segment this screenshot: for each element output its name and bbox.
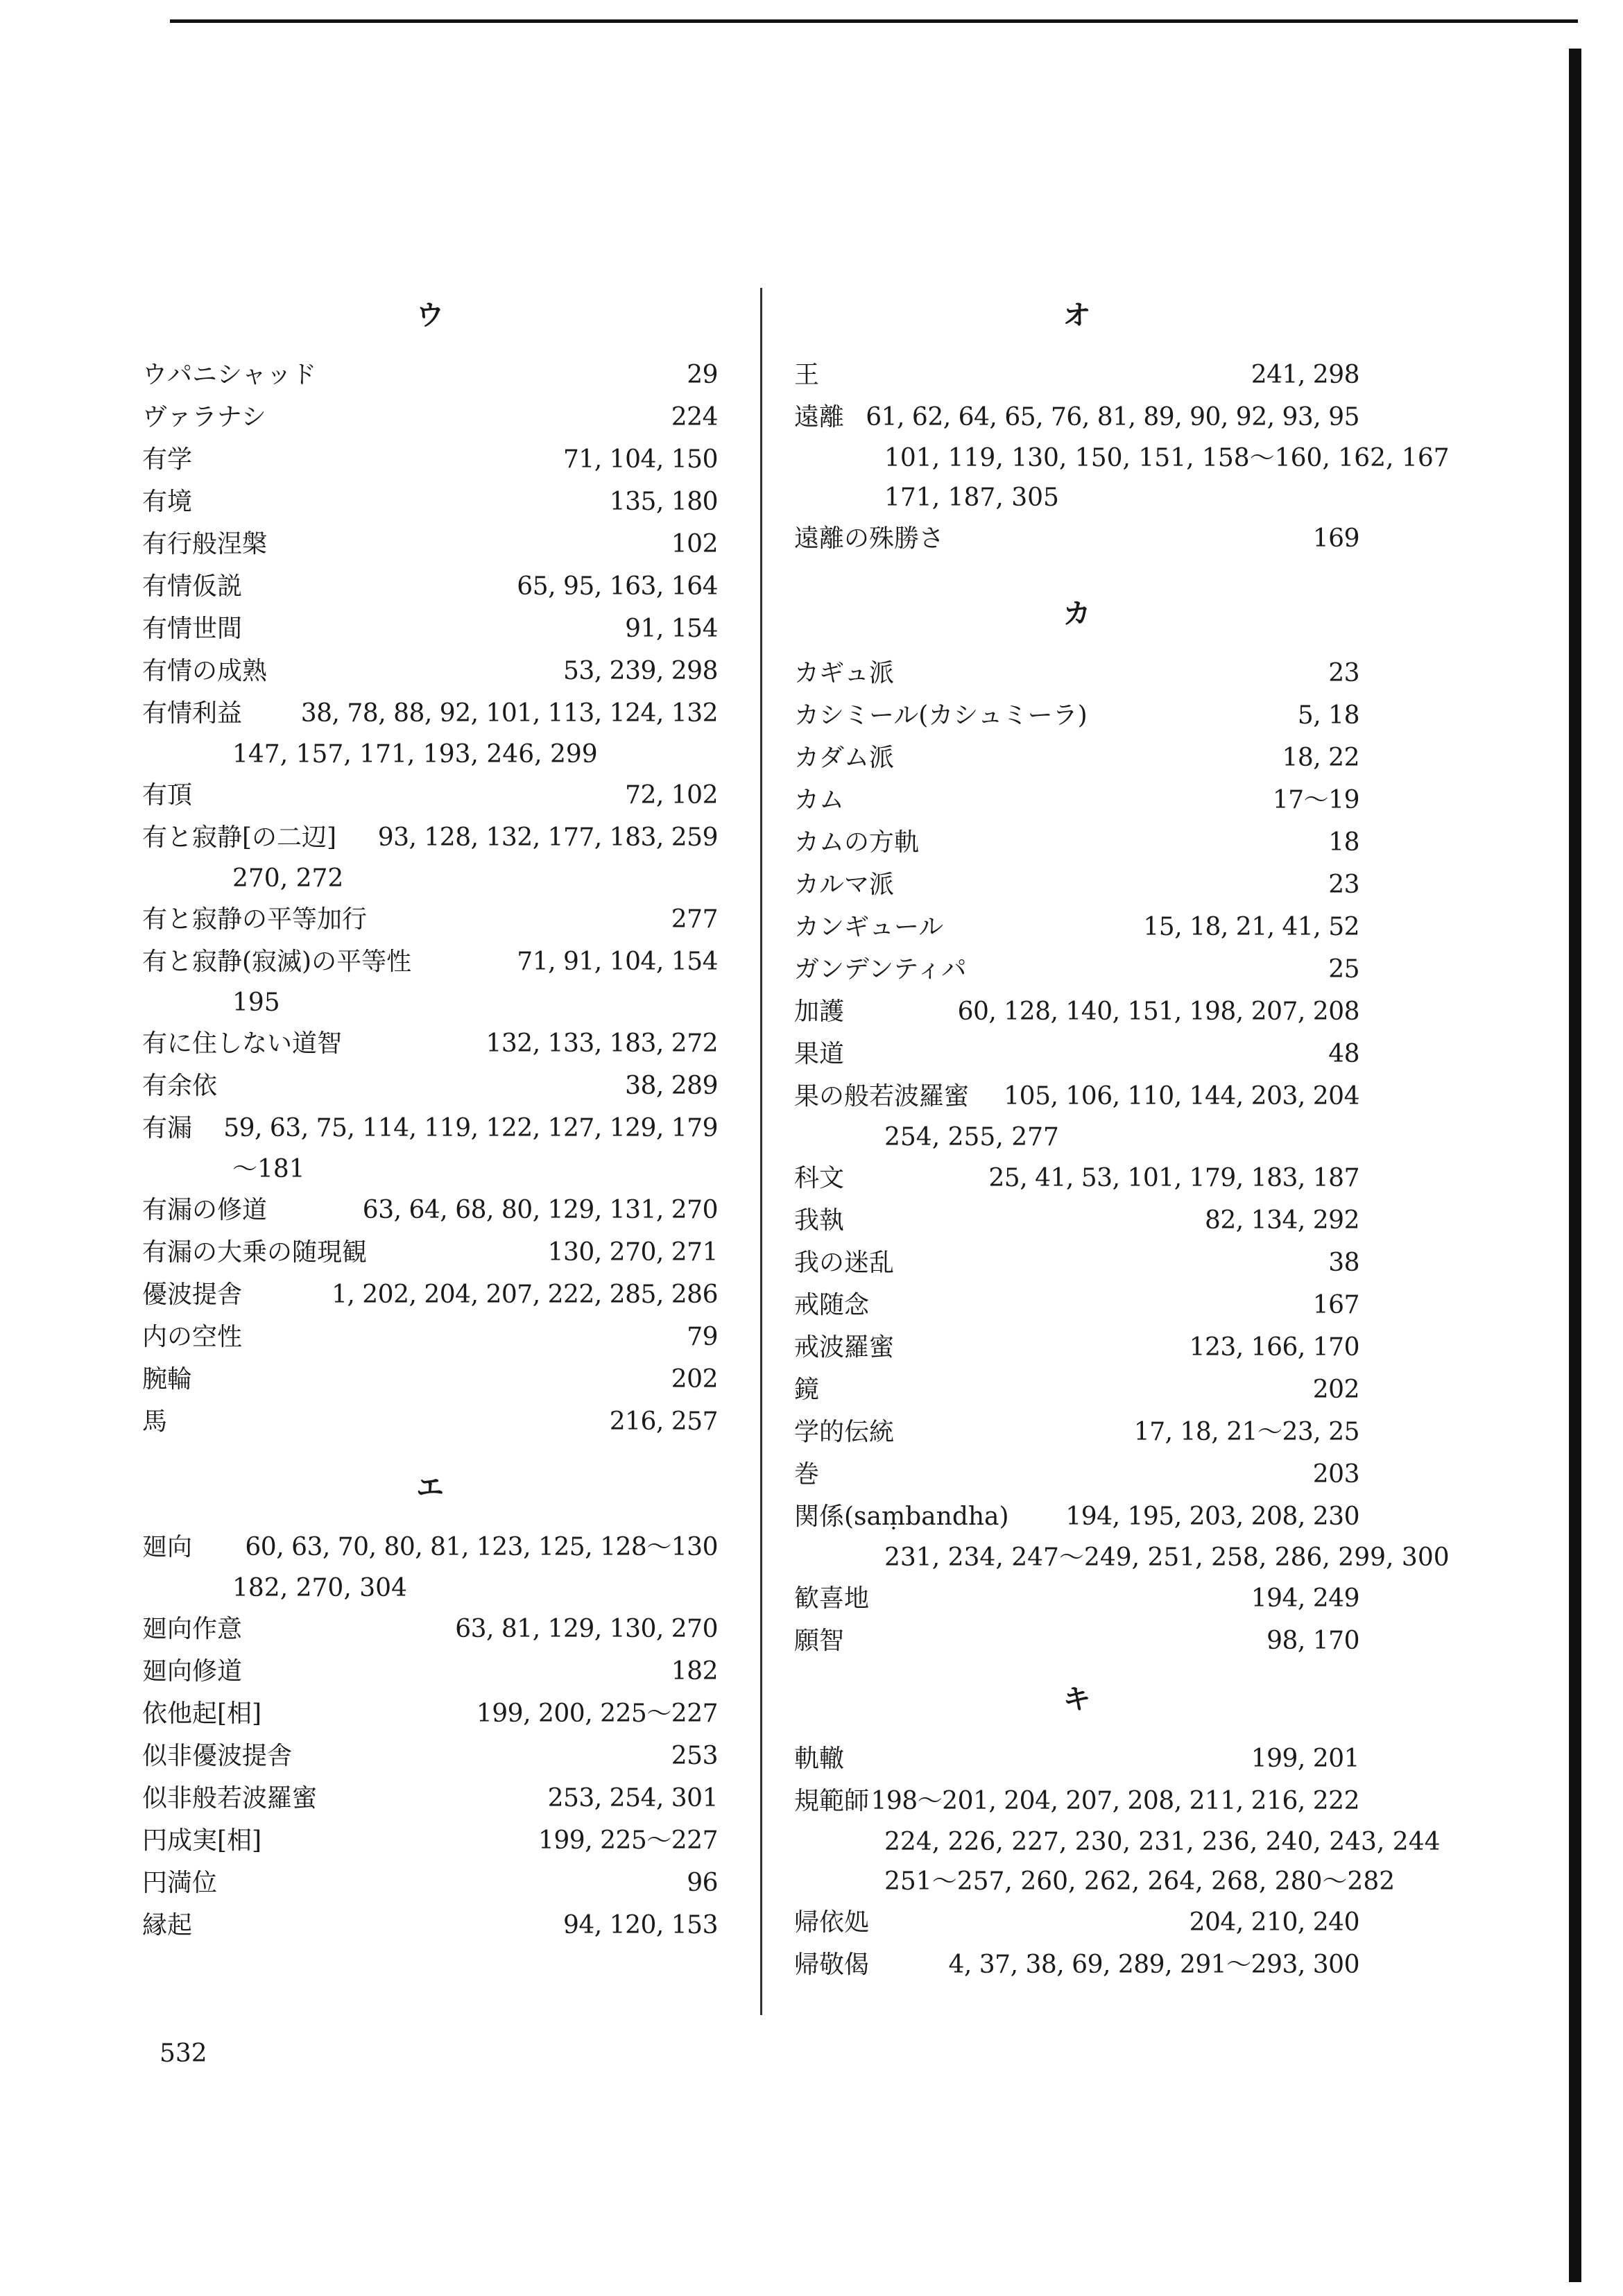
entry-pages: 199, 201: [1251, 1745, 1359, 1773]
index-entry: [794, 652, 1359, 694]
index-entry: [142, 774, 718, 816]
index-entry: [142, 1608, 718, 1650]
index-entry: [794, 1199, 1359, 1242]
section-heading: キ: [1063, 1684, 1091, 1715]
entry-pages: 194, 249: [1251, 1584, 1359, 1613]
entry-term: 王: [794, 361, 820, 389]
entry-pages: 18: [1328, 828, 1359, 857]
index-entry: [142, 898, 718, 941]
index-entry: [794, 737, 1359, 779]
index-entry: [794, 1620, 1359, 1662]
index-entry: [142, 1904, 718, 1946]
continuation-pages: 231, 234, 247〜249, 251, 258, 286, 299, 300: [884, 1543, 1450, 1572]
entry-term: 軌轍: [794, 1745, 845, 1773]
index-entry: [142, 396, 718, 438]
index-entry: [794, 779, 1359, 821]
index-entry: [794, 1369, 1359, 1411]
index-entry: [142, 1316, 718, 1358]
entry-term: 規範師: [794, 1787, 870, 1815]
entry-continuation: [794, 1822, 1441, 1862]
entry-term: 科文: [794, 1164, 845, 1192]
entry-pages: 93, 128, 132, 177, 183, 259: [377, 823, 718, 852]
entry-pages: 202: [671, 1365, 718, 1394]
continuation-pages: 182, 270, 304: [232, 1574, 407, 1602]
page-number: 532: [160, 2039, 207, 2068]
entry-term: 有に住しない道智: [142, 1029, 343, 1058]
entry-pages: 82, 134, 292: [1204, 1206, 1359, 1235]
entry-pages: 202: [1312, 1376, 1359, 1404]
continuation-pages: 251〜257, 260, 262, 264, 268, 280〜282: [884, 1867, 1396, 1896]
index-entry: [794, 694, 1359, 737]
entry-term: ガンデンティパ: [794, 955, 967, 984]
entry-term: 腕輪: [142, 1365, 193, 1394]
index-entry: [142, 1693, 718, 1735]
entry-term: 廻向修道: [142, 1657, 243, 1686]
entry-continuation: [794, 1538, 1450, 1577]
entry-pages: 23: [1328, 659, 1359, 687]
index-entry: [794, 1901, 1359, 1944]
entry-pages: 105, 106, 110, 144, 203, 204: [1004, 1082, 1359, 1111]
entry-term: 円満位: [142, 1869, 218, 1897]
entry-pages: 253, 254, 301: [547, 1784, 718, 1813]
continuation-pages: 101, 119, 130, 150, 151, 158〜160, 162, 167: [884, 444, 1450, 472]
entry-pages: 135, 180: [609, 488, 718, 516]
entry-pages: 79: [687, 1323, 718, 1351]
entry-pages: 199, 225〜227: [538, 1826, 718, 1855]
entry-term: 似非優波提舎: [142, 1742, 293, 1770]
entry-term: 我の迷乱: [794, 1249, 895, 1277]
entry-pages: 38, 289: [625, 1072, 718, 1100]
entry-term: 有と寂静の平等加行: [142, 905, 368, 934]
index-entry: [142, 354, 718, 396]
entry-term: カシミール(カシュミーラ): [794, 701, 1088, 730]
entry-pages: 63, 64, 68, 80, 129, 131, 270: [362, 1196, 718, 1224]
entry-pages: 203: [1312, 1460, 1359, 1489]
entry-pages: 194, 195, 203, 208, 230: [1065, 1502, 1359, 1531]
entry-term: 有漏: [142, 1114, 193, 1142]
entry-term: ヴァラナシ: [142, 403, 266, 431]
entry-pages: 91, 154: [625, 615, 718, 643]
index-entry: [142, 438, 718, 481]
entry-pages: 71, 91, 104, 154: [517, 948, 718, 976]
entry-term: 果道: [794, 1040, 845, 1068]
continuation-pages: 171, 187, 305: [884, 483, 1059, 512]
entry-pages: 60, 63, 70, 80, 81, 123, 125, 128〜130: [245, 1533, 718, 1561]
entry-pages: 63, 81, 129, 130, 270: [455, 1615, 718, 1643]
entry-pages: 48: [1328, 1040, 1359, 1068]
entry-term: 廻向作意: [142, 1615, 243, 1643]
index-section: [794, 1679, 1441, 1986]
entry-term: 果の般若波羅蜜: [794, 1082, 970, 1111]
entry-term: 依他起[相]: [142, 1699, 262, 1728]
entry-term: 馬: [142, 1407, 168, 1436]
index-entry: [142, 565, 718, 608]
index-section: [142, 295, 718, 1443]
entry-term: 帰依処: [794, 1908, 870, 1937]
entry-term: 有余依: [142, 1072, 218, 1100]
index-section: [794, 295, 1450, 560]
entry-term: 廻向: [142, 1533, 193, 1561]
entry-term: 似非般若波羅蜜: [142, 1784, 318, 1813]
entry-pages: 132, 133, 183, 272: [486, 1029, 718, 1058]
entry-term: 有漏の大乗の随現観: [142, 1238, 368, 1267]
index-entry: [794, 1284, 1359, 1326]
entry-pages: 198〜201, 204, 207, 208, 211, 216, 222: [870, 1787, 1359, 1815]
index-entry: [142, 608, 718, 650]
entry-term: 加護: [794, 997, 845, 1026]
entry-pages: 60, 128, 140, 151, 198, 207, 208: [957, 997, 1359, 1026]
entry-term: 戒随念: [794, 1291, 870, 1319]
entry-term: 鏡: [794, 1376, 820, 1404]
index-entry: [794, 517, 1359, 560]
entry-term: 我執: [794, 1206, 845, 1235]
entry-term: ウパニシャッド: [142, 361, 317, 389]
continuation-pages: 224, 226, 227, 230, 231, 236, 240, 243, 244: [884, 1828, 1441, 1856]
entry-term: カギュ派: [794, 659, 895, 687]
index-entry: [794, 1242, 1359, 1284]
binding-edge: [1569, 49, 1581, 2282]
entry-continuation: [794, 438, 1450, 478]
index-section: [794, 593, 1450, 1662]
entry-term: 有境: [142, 488, 193, 516]
entry-continuation: [142, 1149, 718, 1189]
continuation-pages: 147, 157, 171, 193, 246, 299: [232, 740, 598, 769]
index-entry: [142, 1107, 718, 1149]
entry-pages: 253: [671, 1742, 718, 1770]
entry-continuation: [794, 1862, 1396, 1901]
continuation-pages: 195: [232, 988, 280, 1017]
index-entry: [794, 1577, 1359, 1620]
entry-pages: 38, 78, 88, 92, 101, 113, 124, 132: [300, 699, 718, 728]
index-entry: [794, 1944, 1359, 1986]
index-section: [142, 1467, 718, 1946]
entry-term: 関係(saṃbandha): [794, 1502, 1009, 1531]
entry-pages: 199, 200, 225〜227: [476, 1699, 718, 1728]
entry-term: 戒波羅蜜: [794, 1333, 895, 1362]
entry-term: 有頂: [142, 781, 193, 809]
entry-term: 内の空性: [142, 1323, 243, 1351]
entry-term: 有と寂静[の二辺]: [142, 823, 337, 852]
index-entry: [794, 1496, 1359, 1538]
index-entry: [794, 1738, 1359, 1780]
entry-term: カダム派: [794, 744, 895, 772]
index-entry: [794, 1075, 1359, 1117]
entry-term: カム: [794, 786, 845, 814]
entry-pages: 23: [1328, 871, 1359, 899]
entry-pages: 61, 62, 64, 65, 76, 81, 89, 90, 92, 93, 95: [866, 403, 1359, 431]
index-entry: [794, 1411, 1359, 1453]
index-entry: [142, 1735, 718, 1777]
index-entry: [142, 481, 718, 523]
index-entry: [794, 948, 1359, 991]
entry-term: 遠離: [794, 403, 845, 431]
entry-term: カムの方軌: [794, 828, 920, 857]
entry-term: 学的伝統: [794, 1418, 895, 1446]
entry-pages: 130, 270, 271: [547, 1238, 718, 1267]
entry-pages: 4, 37, 38, 69, 289, 291〜293, 300: [948, 1951, 1359, 1979]
continuation-pages: 〜181: [232, 1155, 305, 1183]
index-entry: [142, 692, 718, 735]
index-entry: [794, 354, 1359, 396]
index-entry: [142, 1400, 718, 1443]
entry-term: 優波提舎: [142, 1280, 243, 1309]
entry-pages: 204, 210, 240: [1189, 1908, 1359, 1937]
entry-term: 願智: [794, 1627, 845, 1655]
entry-pages: 277: [671, 905, 718, 934]
entry-continuation: [142, 1568, 718, 1608]
entry-term: 有情世間: [142, 615, 243, 643]
entry-pages: 98, 170: [1266, 1627, 1359, 1655]
entry-continuation: [794, 478, 1359, 517]
index-entry: [794, 1157, 1359, 1199]
entry-pages: 123, 166, 170: [1189, 1333, 1359, 1362]
entry-term: 有情の成熟: [142, 657, 268, 685]
entry-pages: 17, 18, 21〜23, 25: [1133, 1418, 1359, 1446]
index-entry: [794, 864, 1359, 906]
index-entry: [794, 906, 1359, 948]
entry-term: 有漏の修道: [142, 1196, 268, 1224]
section-heading: オ: [1063, 300, 1091, 332]
entry-pages: 65, 95, 163, 164: [517, 572, 718, 601]
index-entry: [142, 523, 718, 565]
index-entry: [794, 1780, 1359, 1822]
index-entry: [794, 991, 1359, 1033]
entry-pages: 1, 202, 204, 207, 222, 285, 286: [331, 1280, 718, 1309]
entry-pages: 216, 257: [609, 1407, 718, 1436]
entry-term: 歓喜地: [794, 1584, 870, 1613]
entry-continuation: [142, 859, 718, 898]
top-rule: [170, 19, 1578, 23]
index-entry: [142, 1650, 718, 1693]
entry-term: 有情利益: [142, 699, 243, 728]
index-entry: [794, 1326, 1359, 1369]
entry-pages: 25: [1328, 955, 1359, 984]
index-entry: [142, 1819, 718, 1862]
section-heading: エ: [416, 1472, 444, 1504]
entry-term: 縁起: [142, 1911, 193, 1939]
entry-pages: 167: [1312, 1291, 1359, 1319]
entry-term: 遠離の殊勝さ: [794, 524, 945, 553]
entry-pages: 53, 239, 298: [563, 657, 718, 685]
entry-pages: 25, 41, 53, 101, 179, 183, 187: [988, 1164, 1359, 1192]
index-entry: [142, 1777, 718, 1819]
entry-pages: 38: [1328, 1249, 1359, 1277]
entry-pages: 182: [671, 1657, 718, 1686]
entry-pages: 59, 63, 75, 114, 119, 122, 127, 129, 179: [223, 1114, 718, 1142]
entry-term: 有情仮説: [142, 572, 243, 601]
index-entry: [142, 1862, 718, 1904]
index-entry: [794, 1033, 1359, 1075]
index-entry: [142, 1189, 718, 1231]
entry-pages: 17〜19: [1272, 786, 1359, 814]
entry-continuation: [142, 735, 718, 774]
index-entry: [142, 941, 718, 983]
index-entry: [142, 650, 718, 692]
entry-pages: 96: [687, 1869, 718, 1897]
entry-pages: 5, 18: [1297, 701, 1359, 730]
entry-term: 有行般涅槃: [142, 530, 268, 558]
entry-term: 有学: [142, 445, 193, 474]
entry-term: カンギュール: [794, 913, 944, 941]
continuation-pages: 270, 272: [232, 864, 344, 893]
index-entry: [142, 1274, 718, 1316]
entry-pages: 102: [671, 530, 718, 558]
index-entry: [794, 396, 1359, 438]
continuation-pages: 254, 255, 277: [884, 1123, 1059, 1151]
index-entry: [142, 1358, 718, 1400]
entry-pages: 169: [1312, 524, 1359, 553]
index-entry: [142, 1022, 718, 1065]
entry-pages: 29: [687, 361, 718, 389]
entry-pages: 71, 104, 150: [563, 445, 718, 474]
index-entry: [142, 1526, 718, 1568]
entry-pages: 224: [671, 403, 718, 431]
entry-term: 円成実[相]: [142, 1826, 262, 1855]
entry-pages: 241, 298: [1251, 361, 1359, 389]
entry-term: 巻: [794, 1460, 820, 1489]
entry-pages: 72, 102: [625, 781, 718, 809]
index-entry: [142, 1065, 718, 1107]
index-entry: [142, 816, 718, 859]
index-entry: [794, 821, 1359, 864]
entry-continuation: [142, 983, 718, 1022]
entry-pages: 15, 18, 21, 41, 52: [1143, 913, 1359, 941]
entry-term: 有と寂静(寂滅)の平等性: [142, 948, 412, 976]
entry-term: 帰敬偈: [794, 1951, 870, 1979]
section-heading: ウ: [416, 300, 444, 332]
column-divider: [760, 288, 762, 2015]
entry-pages: 18, 22: [1282, 744, 1359, 772]
entry-continuation: [794, 1117, 1359, 1157]
index-entry: [142, 1231, 718, 1274]
entry-pages: 94, 120, 153: [563, 1911, 718, 1939]
entry-term: カルマ派: [794, 871, 895, 899]
index-entry: [794, 1453, 1359, 1496]
section-heading: カ: [1063, 598, 1091, 630]
